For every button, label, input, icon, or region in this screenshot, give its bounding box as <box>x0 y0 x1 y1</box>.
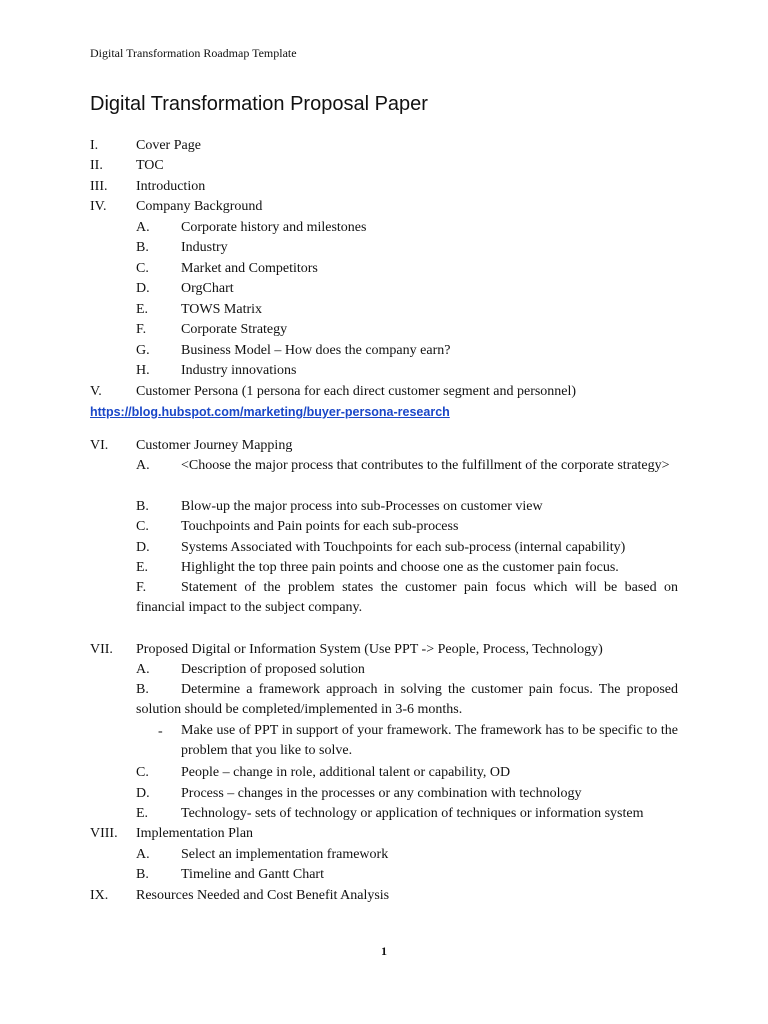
item-number: VI. <box>90 438 109 453</box>
subitem-text: Process – changes in the processes or any combination with technology <box>181 786 582 801</box>
subitem-text: Statement of the problem states the customer pain focus which will be based on financial impact to the subject company. <box>136 580 678 615</box>
subitem-letter: E. <box>136 302 149 317</box>
item-number: VII. <box>90 642 113 657</box>
subitem-text: Technology- sets of technology or application of techniques or information system <box>181 806 644 821</box>
subitem-letter: D. <box>136 540 150 555</box>
item-text: Company Background <box>136 199 263 214</box>
subitem-letter: A. <box>136 847 150 862</box>
buyer-persona-link[interactable]: https://blog.hubspot.com/marketing/buyer-persona-research <box>90 405 450 419</box>
subitem-letter: A. <box>136 458 150 473</box>
subitem-vi-f <box>136 578 678 618</box>
subitem-text: Blow-up the major process into sub-Processes on customer view <box>181 499 543 514</box>
item-number: IX. <box>90 888 109 903</box>
bullet-marker: - <box>158 724 163 739</box>
item-text: Cover Page <box>136 138 201 153</box>
subitem-letter: H. <box>136 363 150 378</box>
subitem-letter: B. <box>136 499 149 514</box>
subitem-text: Corporate Strategy <box>181 322 288 337</box>
subitem-letter: C. <box>136 765 149 780</box>
item-text: TOC <box>136 158 164 173</box>
subitem-letter: F. <box>136 322 147 337</box>
item-text: Proposed Digital or Information System (Use PPT -> People, Process, Technology) <box>136 642 603 657</box>
subitem-text: Description of proposed solution <box>181 662 365 677</box>
subitem-vii-b <box>136 680 678 720</box>
document-title: Digital Transformation Proposal Paper <box>90 93 428 115</box>
subitem-text: Corporate history and milestones <box>181 220 367 235</box>
item-text: Customer Persona (1 persona for each direct customer segment and personnel) <box>136 384 577 399</box>
subitem-text: Select an implementation framework <box>181 847 389 862</box>
item-number: II. <box>90 158 103 173</box>
item-text: Resources Needed and Cost Benefit Analysis <box>136 888 390 903</box>
item-text: Implementation Plan <box>136 826 254 841</box>
item-number: III. <box>90 179 108 194</box>
item-number: I. <box>90 138 99 153</box>
subitem-letter: C. <box>136 519 149 534</box>
subitem-text: Touchpoints and Pain points for each sub-process <box>181 519 459 534</box>
subitem-letter: B. <box>136 867 149 882</box>
subitem-text: Industry innovations <box>181 363 297 378</box>
subitem-text: Business Model – How does the company earn? <box>181 343 451 358</box>
item-number: VIII. <box>90 826 118 841</box>
subitem-text: Highlight the top three pain points and choose one as the customer pain focus. <box>181 560 619 575</box>
subitem-text: Timeline and Gantt Chart <box>181 867 324 882</box>
item-text: Customer Journey Mapping <box>136 438 293 453</box>
subitem-text: Market and Competitors <box>181 261 318 276</box>
item-number: IV. <box>90 199 107 214</box>
item-number: V. <box>90 384 102 399</box>
subitem-text: OrgChart <box>181 281 234 296</box>
subitem-text: Industry <box>181 240 228 255</box>
subitem-letter: C. <box>136 261 149 276</box>
subitem-text: People – change in role, additional talent or capability, OD <box>181 765 511 780</box>
subitem-letter: E. <box>136 806 149 821</box>
subitem-vi-a <box>136 456 678 476</box>
subitem-letter: A. <box>136 662 150 677</box>
subitem-letter: F. <box>136 580 147 595</box>
running-header: Digital Transformation Roadmap Template <box>90 46 297 60</box>
subitem-text: Systems Associated with Touchpoints for each sub-process (internal capability) <box>181 540 626 555</box>
bullet-ppt-note: Make use of PPT in support of your framework. The framework has to be specific to the problem that you like to solve. <box>181 723 678 758</box>
subitem-letter: D. <box>136 281 150 296</box>
subitem-text: Determine a framework approach in solving the customer pain focus. The proposed solution should be completed/implemented in 3-6 months. <box>136 682 678 717</box>
subitem-letter: G. <box>136 343 150 358</box>
subitem-letter: B. <box>136 682 149 697</box>
subitem-letter: B. <box>136 240 149 255</box>
item-text: Introduction <box>136 179 206 194</box>
page-number: 1 <box>381 944 387 958</box>
subitem-text: TOWS Matrix <box>181 302 263 317</box>
subitem-letter: D. <box>136 786 150 801</box>
subitem-text: <Choose the major process that contributes to the fulfillment of the corporate strategy> <box>181 458 670 473</box>
subitem-letter: E. <box>136 560 149 575</box>
subitem-letter: A. <box>136 220 150 235</box>
